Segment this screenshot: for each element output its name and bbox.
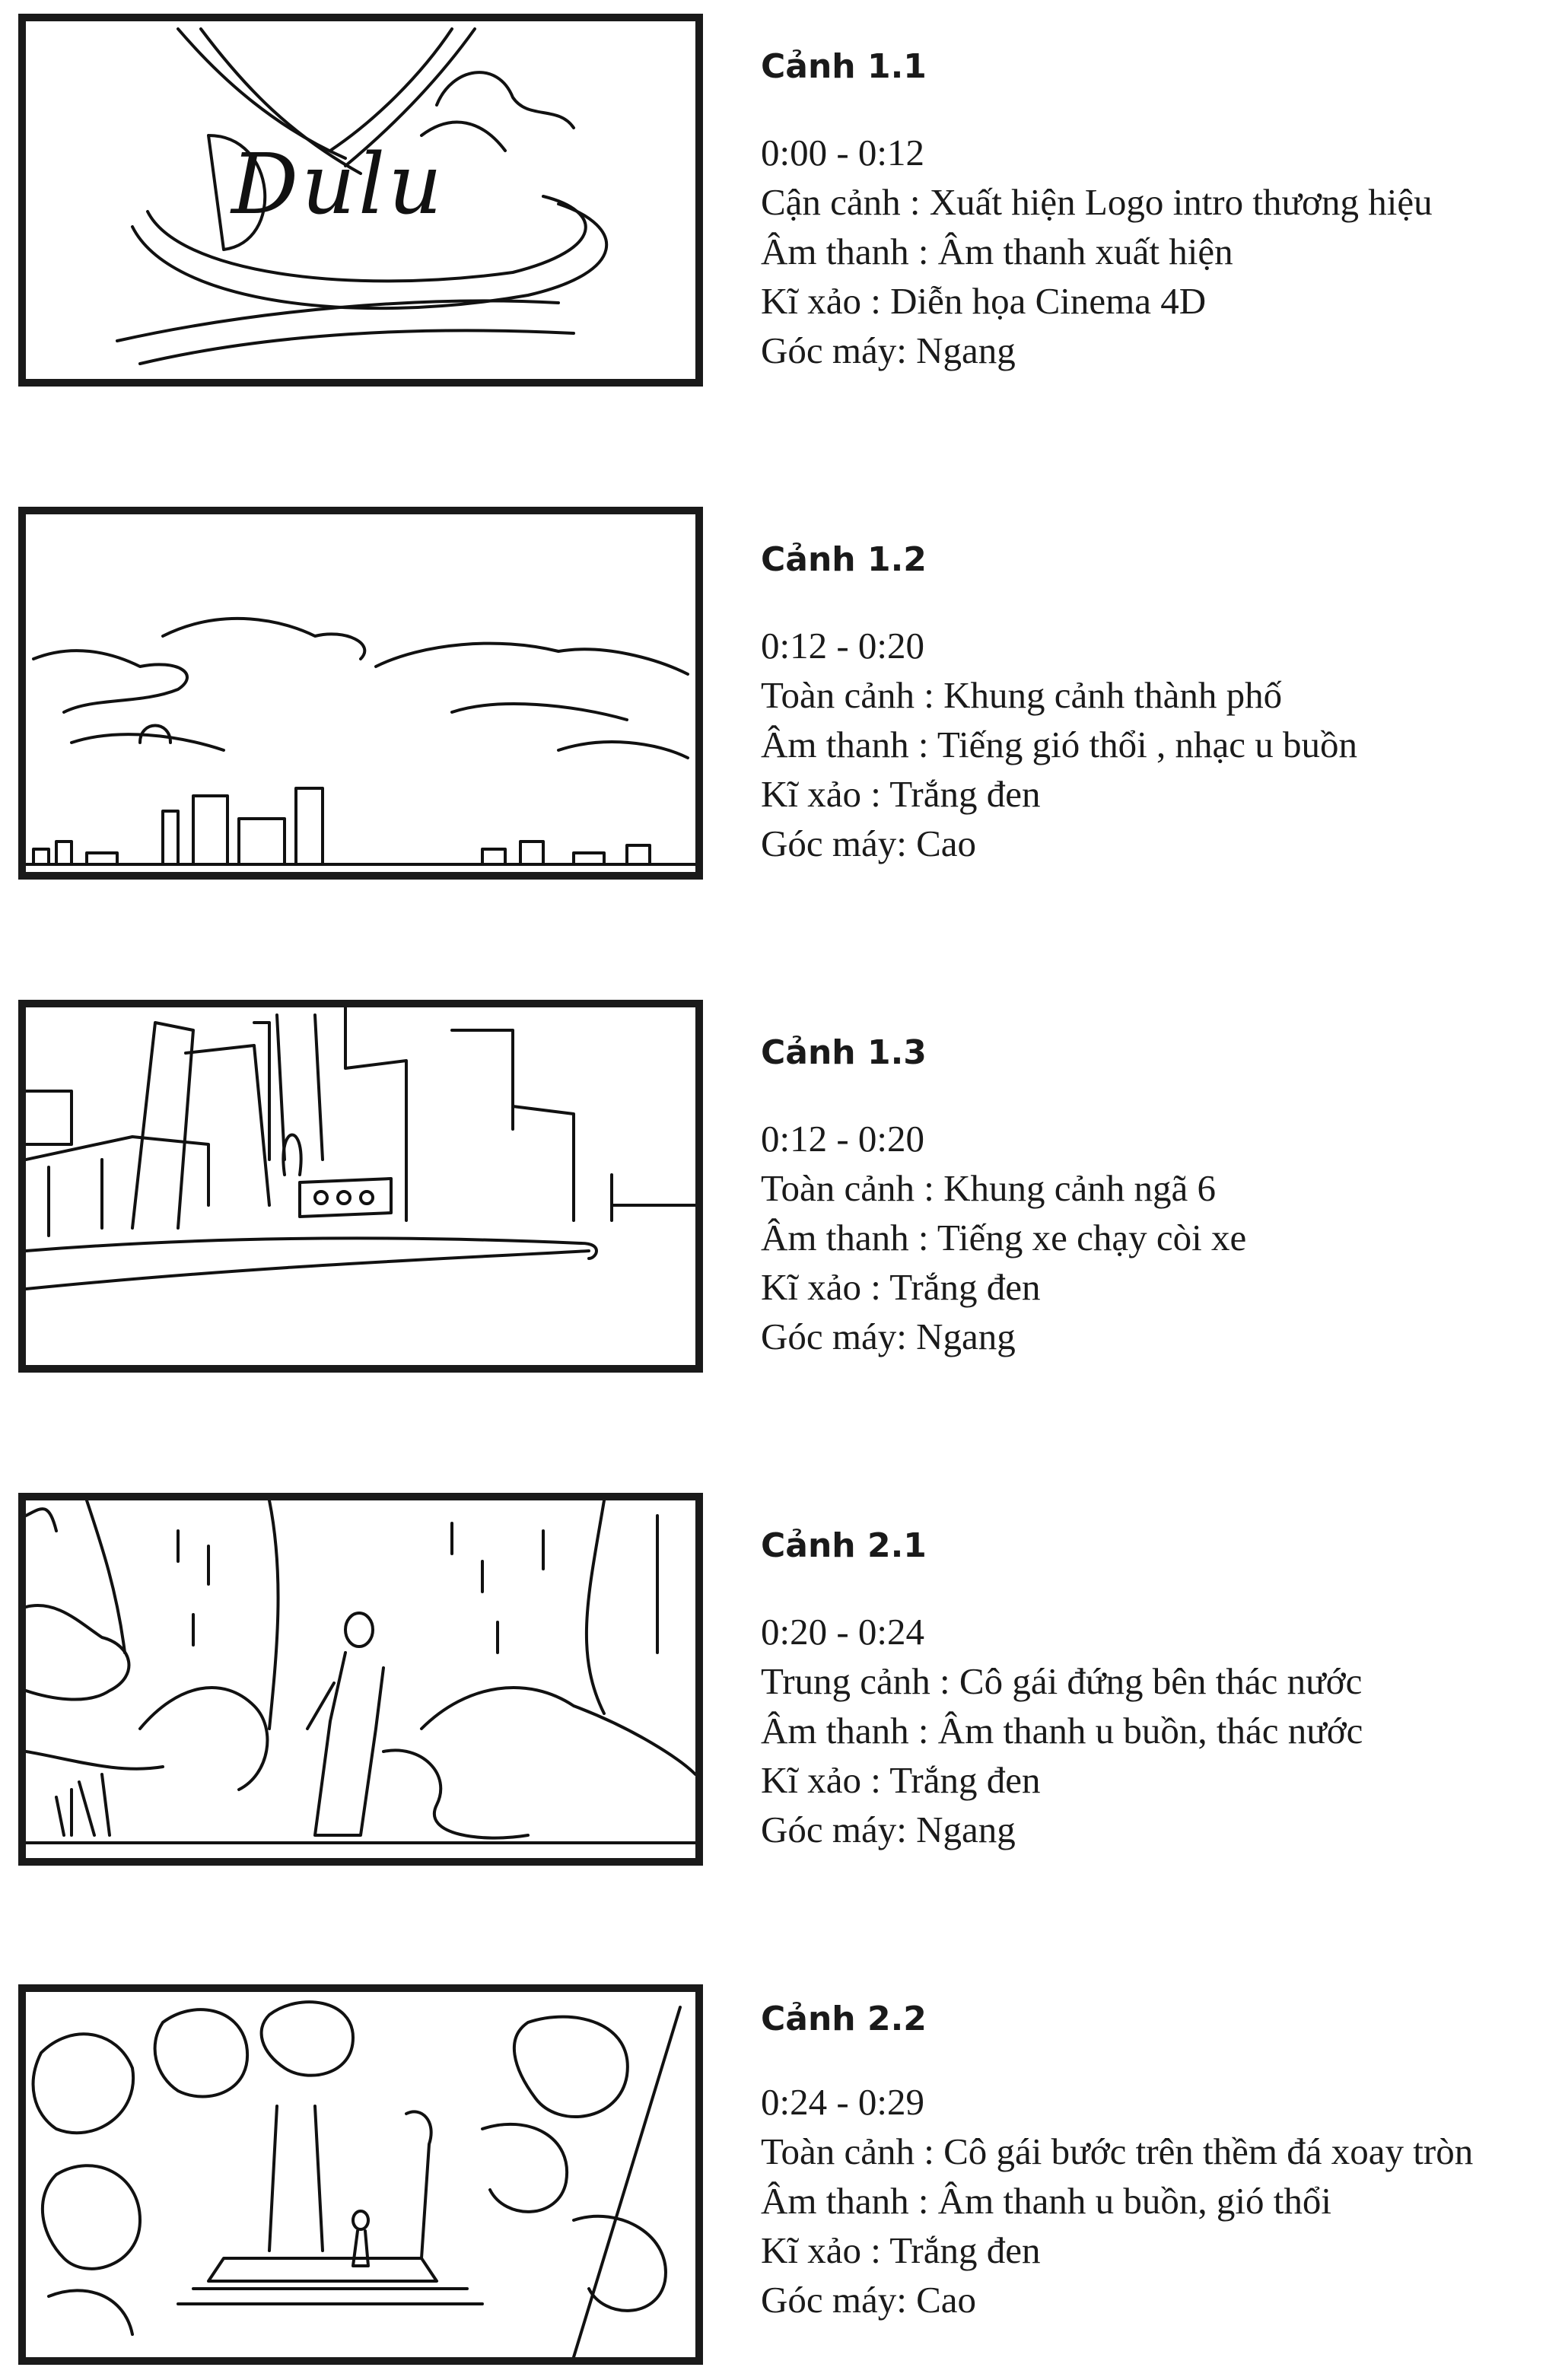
scene-sound: Âm thanh : Tiếng gió thổi , nhạc u buồn (761, 724, 1357, 765)
scene-time: 0:12 - 0:20 (761, 625, 925, 667)
scene-sound: Âm thanh : Âm thanh u buồn, gió thổi (761, 2180, 1331, 2222)
storyboard-frame-leaves (18, 1984, 703, 2365)
scene-1-1 (0, 14, 1546, 409)
scene-effect: Kĩ xảo : Diễn họa Cinema 4D (761, 280, 1207, 322)
scene-info (761, 537, 1529, 868)
scene-effect: Kĩ xảo : Trắng đen (761, 1759, 1041, 1801)
intersection-sketch (26, 1007, 695, 1365)
scene-title: Cảnh 1.1 (761, 47, 927, 86)
scene-2-2 (0, 1984, 1546, 2380)
scene-info (761, 1523, 1529, 1854)
storyboard-frame-logo (18, 14, 703, 387)
scene-title: Cảnh 2.1 (761, 1526, 927, 1565)
scene-effect: Kĩ xảo : Trắng đen (761, 1266, 1041, 1308)
scene-info (761, 44, 1529, 375)
scene-angle: Góc máy: Ngang (761, 1316, 1016, 1357)
storyboard-frame-waterfall (18, 1493, 703, 1866)
scene-angle: Góc máy: Ngang (761, 1809, 1016, 1850)
leaves-stone-path-sketch (26, 1992, 695, 2357)
scene-title: Cảnh 1.3 (761, 1033, 927, 1072)
waterfall-girl-sketch (26, 1500, 695, 1858)
scene-time: 0:20 - 0:24 (761, 1611, 925, 1653)
scene-1-2 (0, 507, 1546, 902)
city-skyline-sketch (26, 514, 695, 872)
scene-sound: Âm thanh : Tiếng xe chạy còi xe (761, 1217, 1247, 1258)
scene-2-1 (0, 1493, 1546, 1888)
scene-sound: Âm thanh : Âm thanh xuất hiện (761, 231, 1233, 272)
scene-title: Cảnh 1.2 (761, 540, 927, 579)
scene-angle: Góc máy: Cao (761, 2279, 977, 2321)
scene-info (761, 1997, 1529, 2324)
scene-shot: Cận cảnh : Xuất hiện Logo intro thương hiệu (761, 181, 1433, 223)
storyboard-frame-city (18, 507, 703, 880)
scene-time: 0:24 - 0:29 (761, 2081, 925, 2123)
logo-sketch-text: Dulu (231, 135, 446, 233)
scene-time: 0:00 - 0:12 (761, 132, 925, 173)
scene-title: Cảnh 2.2 (761, 2000, 927, 2038)
scene-shot: Toàn cảnh : Cô gái bước trên thềm đá xoay tròn (761, 2130, 1474, 2172)
scene-sound: Âm thanh : Âm thanh u buồn, thác nước (761, 1710, 1363, 1752)
scene-effect: Kĩ xảo : Trắng đen (761, 773, 1041, 815)
scene-shot: Toàn cảnh : Khung cảnh ngã 6 (761, 1167, 1217, 1209)
scene-shot: Trung cảnh : Cô gái đứng bên thác nước (761, 1660, 1363, 1702)
storyboard-frame-intersection (18, 1000, 703, 1373)
scene-time: 0:12 - 0:20 (761, 1118, 925, 1160)
scene-info (761, 1030, 1529, 1361)
scene-angle: Góc máy: Ngang (761, 329, 1016, 371)
scene-effect: Kĩ xảo : Trắng đen (761, 2229, 1041, 2271)
scene-1-3 (0, 1000, 1546, 1395)
scene-angle: Góc máy: Cao (761, 822, 977, 864)
scene-shot: Toàn cảnh : Khung cảnh thành phố (761, 674, 1283, 716)
